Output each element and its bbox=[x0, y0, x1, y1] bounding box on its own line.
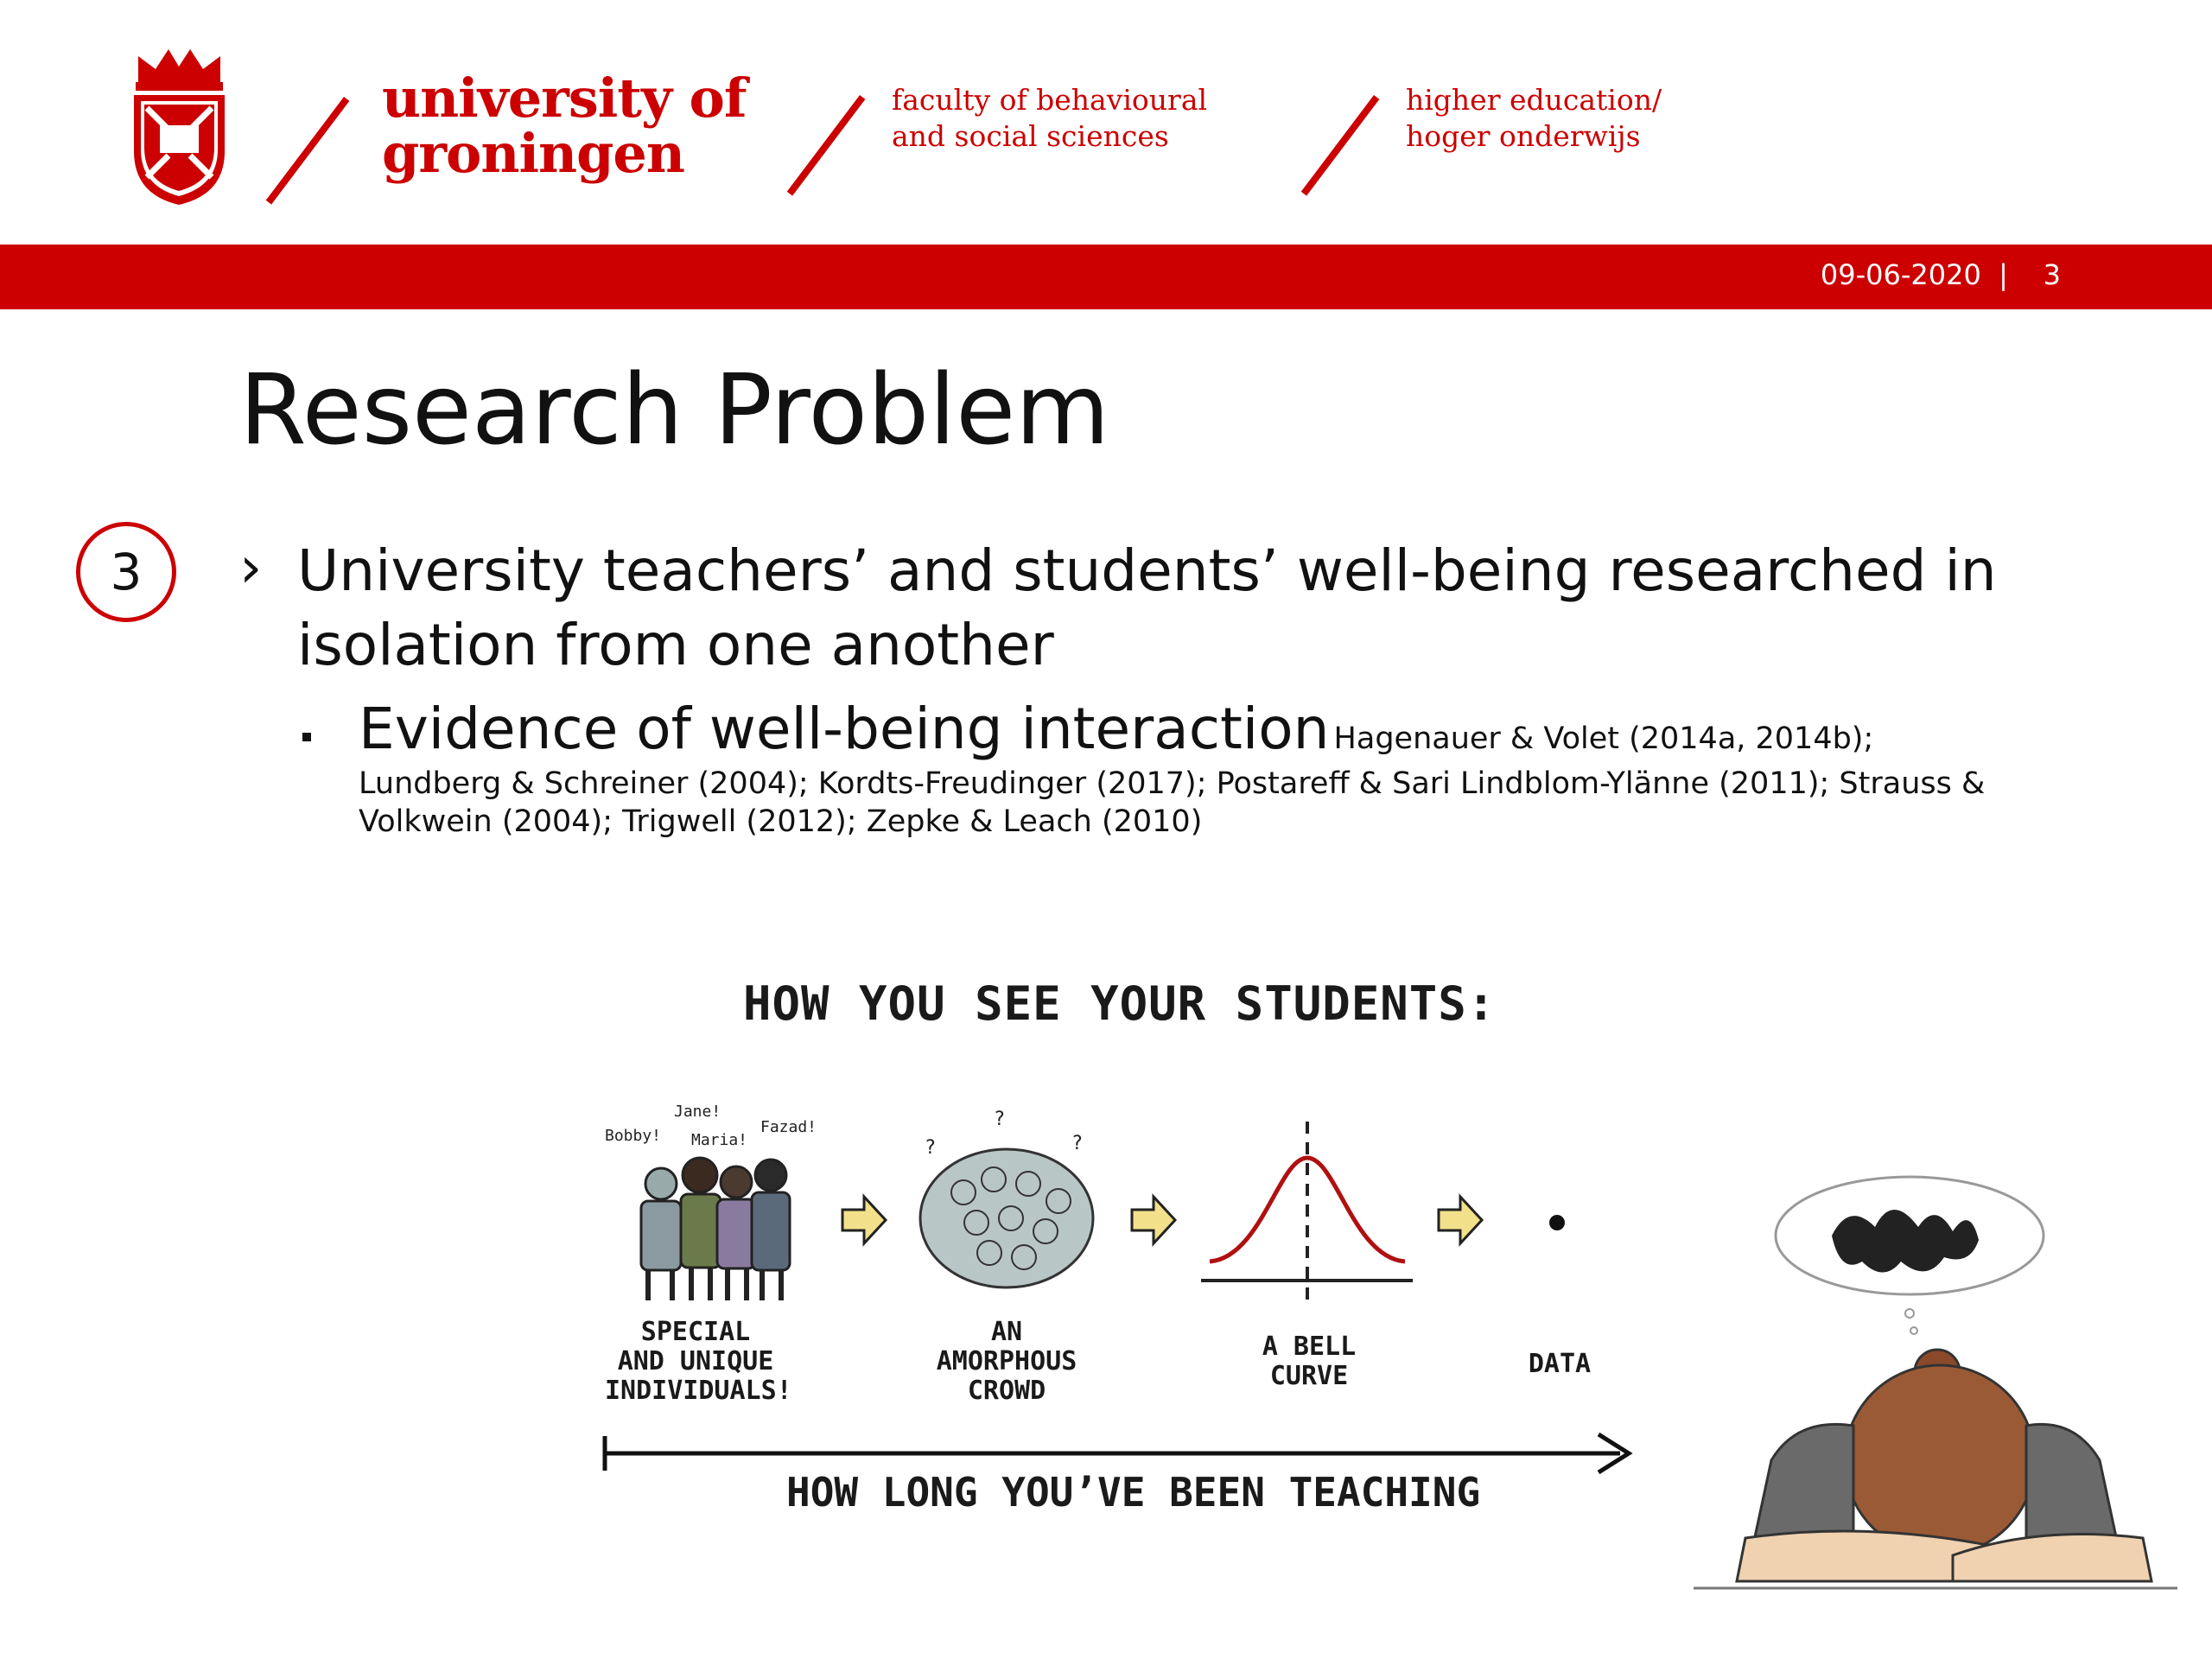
sub-bullet-citation: Hagenauer & Volet (2014a, 2014b); bbox=[1333, 721, 1874, 756]
bell-curve-icon bbox=[1201, 1122, 1413, 1300]
arrow-right-icon bbox=[1132, 1197, 1175, 1243]
meta-separator: | bbox=[1999, 258, 2008, 291]
divider-slash bbox=[266, 97, 350, 205]
problem-number: 3 bbox=[110, 543, 143, 601]
bullet-marker: › bbox=[239, 534, 263, 601]
divider-slash bbox=[1301, 95, 1380, 196]
stage-label-bell-curve: A BELL CURVE bbox=[1262, 1332, 1357, 1391]
bullet-text: University teachers’ and students’ well-being researched in isolation from one another bbox=[297, 537, 1997, 678]
svg-text:?: ? bbox=[994, 1109, 1006, 1130]
problem-number-badge bbox=[76, 522, 176, 622]
faculty-name bbox=[892, 82, 1207, 155]
university-name-line1: university of bbox=[382, 67, 747, 130]
slide-date: 09-06-2020 bbox=[1820, 258, 1981, 291]
university-name bbox=[382, 67, 747, 185]
slide-title: Research Problem bbox=[239, 354, 1110, 467]
students-group-icon bbox=[641, 1158, 790, 1300]
sub-bullet-main: Evidence of well-being interaction bbox=[359, 696, 1330, 762]
arrow-right-icon bbox=[842, 1197, 886, 1243]
name-label-bobby: Bobby! bbox=[605, 1127, 662, 1145]
sub-bullet-marker bbox=[302, 733, 311, 741]
sub-bullet-references: Lundberg & Schreiner (2004); Kordts-Freudinger (2017); Postareff & Sari Lindblom-Ylänne (2011); Strauss & Volkwein (2004); Trigwell (2012); Zepke & Leach (2010) bbox=[359, 766, 1986, 839]
sub-bullet bbox=[359, 696, 2052, 762]
stage-label-crowd: AN AMORPHOUS CROWD bbox=[936, 1317, 1077, 1406]
university-crest-icon bbox=[125, 48, 233, 207]
university-name-line2: groningen bbox=[382, 122, 684, 185]
name-label-jane: Jane! bbox=[674, 1103, 721, 1121]
unit-name-line2: hoger onderwijs bbox=[1406, 119, 1641, 153]
cartoon-drawing bbox=[579, 959, 1668, 1547]
header-red-bar bbox=[0, 245, 2212, 309]
faculty-name-line2: and social sciences bbox=[892, 119, 1169, 153]
divider-slash bbox=[787, 95, 866, 196]
slide-page-number: 3 bbox=[2043, 258, 2061, 291]
slide-header bbox=[0, 0, 2212, 245]
unit-name bbox=[1406, 82, 1662, 155]
unit-name-line1: higher education/ bbox=[1406, 83, 1662, 117]
slide-meta bbox=[1821, 258, 2061, 291]
cartoon-title: HOW YOU SEE YOUR STUDENTS: bbox=[743, 976, 1497, 1031]
arrow-right-icon bbox=[1439, 1197, 1482, 1243]
svg-text:?: ? bbox=[925, 1137, 937, 1159]
name-label-fazad: Fazad! bbox=[760, 1118, 817, 1136]
axis-label: HOW LONG YOU’VE BEEN TEACHING bbox=[786, 1469, 1481, 1516]
stage-label-data: DATA bbox=[1528, 1349, 1592, 1379]
data-dot-icon bbox=[1549, 1215, 1565, 1230]
tired-teacher-icon bbox=[1694, 1175, 2177, 1599]
name-label-maria: Maria! bbox=[691, 1131, 748, 1149]
faculty-name-line1: faculty of behavioural bbox=[892, 83, 1208, 117]
svg-text:?: ? bbox=[1071, 1133, 1084, 1154]
stage-label-individuals: SPECIAL AND UNIQUE INDIVIDUALS! bbox=[605, 1317, 792, 1406]
crowd-blob-icon bbox=[920, 1109, 1093, 1287]
cartoon-illustration bbox=[579, 959, 1668, 1547]
